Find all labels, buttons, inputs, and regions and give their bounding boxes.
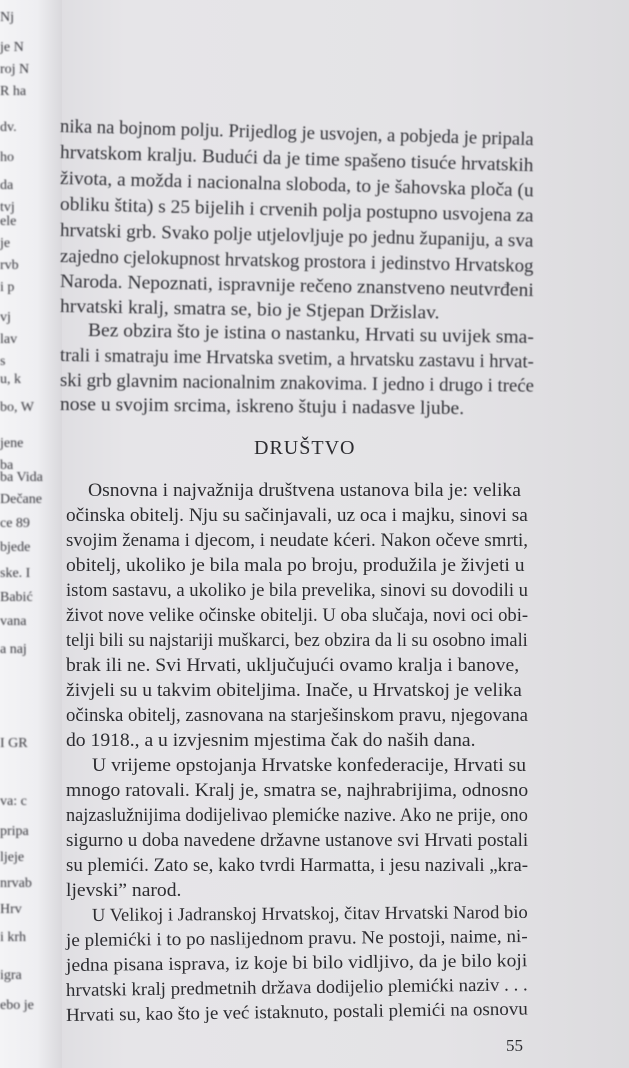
prev-fragment: s — [0, 354, 6, 369]
prev-fragment: bo, W — [0, 400, 34, 415]
prev-fragment: nrvab — [0, 876, 32, 891]
text-line: hrvatski kralj, smatra se, bio je Stjepan Držislav. — [59, 297, 440, 324]
text-line: ljevski” narod. — [66, 881, 182, 901]
prev-fragment: i krh — [0, 930, 27, 945]
prev-fragment: ba — [0, 458, 14, 473]
prev-fragment: Dečane — [0, 492, 42, 507]
text-line: očinska obitelj, zasnovana na starješinskom pravu, njegovana — [66, 706, 529, 726]
prev-fragment: i p — [0, 280, 15, 295]
text-line: hrvatski grb. Svako polje utjelovljuje po jednu županiju, a sva — [59, 221, 534, 252]
text-line: živjeli su u takvim obiteljima. Inače, u Hrvatskoj je velika — [66, 681, 522, 701]
prev-fragment: a naj — [0, 642, 27, 657]
text-line: telji bili su najstariji muškarci, bez obzira da li su osobno imali — [66, 631, 528, 651]
text-line: U vrijeme opstojanja Hrvatske konfederacije, Hrvati su — [92, 756, 527, 776]
prev-fragment: ce 89 — [0, 516, 30, 531]
text-line: U Velikoj i Jadranskoj Hrvatskoj, čitav Hrvatski Narod bio — [91, 902, 528, 926]
text-line: zajedno cjelokupnost hrvatskog prostora i jedinstvo Hrvatskog — [59, 247, 534, 277]
prev-fragment: Babić — [0, 590, 33, 605]
text-line: života, a možda i nacionalna sloboda, to je šahovska ploča (u — [59, 169, 534, 202]
prev-fragment: Nj — [0, 10, 14, 25]
prev-fragment: ele — [0, 214, 17, 229]
prev-fragment: je N — [0, 40, 24, 55]
text-line: hrvatski kralj predmetnih država dodijelio plemićki naziv . . . — [65, 975, 528, 1001]
text-line: život nove velike očinske obitelji. U oba slučaja, novi oci obi- — [66, 606, 529, 626]
prev-fragment: ebo je — [0, 998, 34, 1013]
text-line: najzaslužnijima dodijelivao plemićke nazive. Ako ne prije, ono — [66, 806, 528, 826]
prev-fragment: rvb — [0, 258, 19, 273]
text-line: trali i smatraju ime Hrvatska svetim, a hrvatsku zastavu i hrvat- — [59, 346, 534, 373]
prev-fragment: bjede — [0, 540, 31, 555]
text-line: nose u svojim srcima, iskreno štuju i nadasve ljube. — [59, 395, 465, 420]
text-line: jedna pisana isprava, iz koje bi bilo vidljivo, da je bilo koji — [65, 951, 528, 976]
text-line: nika na bojnom polju. Prijedlog je usvojen, a pobjeda je pripala — [59, 117, 534, 151]
section-heading: DRUŠTVO — [254, 437, 356, 459]
prev-fragment: vj — [0, 310, 11, 325]
text-line: Bez obzira što je istina o nastanku, Hrvati su uvijek sma- — [87, 321, 534, 349]
text-line: je plemićki i to po naslijednom pravu. Ne postoji, naime, ni- — [65, 926, 528, 951]
text-line: obitelj, ukoliko je bila mala po broju, produžila je živjeti u — [66, 556, 525, 576]
text-line: svojim ženama i djecom, i neudate kćeri. Nakon očeve smrti, — [66, 531, 529, 551]
text-line: Hrvati su, kao što je već istaknuto, postali plemići na osnovu — [65, 999, 528, 1026]
prev-fragment: ba Vida — [0, 470, 43, 485]
text-line: očinska obitelj. Nju su sačinjavali, uz oca i majku, sinovi sa — [66, 506, 528, 526]
text-line: hrvatskom kralju. Budući da je time spašeno tisuće hrvatskih — [59, 143, 534, 177]
prev-fragment: jene — [0, 436, 24, 451]
prev-fragment: roj N — [0, 62, 30, 77]
text-line: su plemići. Zato se, kako tvrdi Harmatta, i jesu nazivali „kra- — [66, 856, 529, 876]
prev-fragment: ho — [0, 150, 14, 165]
prev-fragment: I GR — [0, 736, 28, 751]
text-line: ski grb glavnim nacionalnim znakovima. I jedno i drugo i treće — [59, 371, 535, 397]
prev-fragment: je — [0, 236, 11, 251]
prev-fragment: u, k — [0, 372, 21, 387]
text-line: obliku štita) s 25 bijelih i crvenih polja postupno usvojena za — [59, 195, 534, 227]
prev-fragment: da — [0, 178, 14, 193]
text-line: brak ili ne. Svi Hrvati, uključujući ovamo kralja i banove, — [66, 656, 520, 676]
prev-fragment: ske. I — [0, 566, 31, 581]
prev-fragment: Hrv — [0, 902, 22, 917]
prev-fragment: dv. — [0, 120, 17, 135]
page-number: 55 — [506, 1036, 523, 1055]
prev-fragment: tvj — [0, 200, 15, 215]
prev-fragment: R ha — [0, 84, 27, 99]
text-line: istom sastavu, a ukoliko je bila prevelika, sinovi su dovodili u — [66, 581, 529, 601]
prev-fragment: vana — [0, 614, 27, 629]
prev-fragment: ljeje — [0, 850, 25, 865]
text-line: do 1918., a u izvjesnim mjestima čak do naših dana. — [66, 731, 476, 751]
prev-fragment: igra — [0, 968, 22, 983]
prev-fragment: lav — [0, 332, 18, 347]
text-line: sigurno u doba navedene državne ustanove svi Hrvati postali — [66, 831, 529, 851]
prev-fragment: va: c — [0, 794, 27, 809]
text-line: Naroda. Nepoznati, ispravnije rečeno znanstveno neutvrđeni — [59, 272, 534, 302]
text-line: Osnovna i najvažnija društvena ustanova bila je: velika — [88, 481, 521, 501]
prev-fragment: pripa — [0, 824, 29, 839]
text-line: mnogo ratovali. Kralj je, smatra se, najhrabrijima, odnosno — [66, 781, 529, 801]
